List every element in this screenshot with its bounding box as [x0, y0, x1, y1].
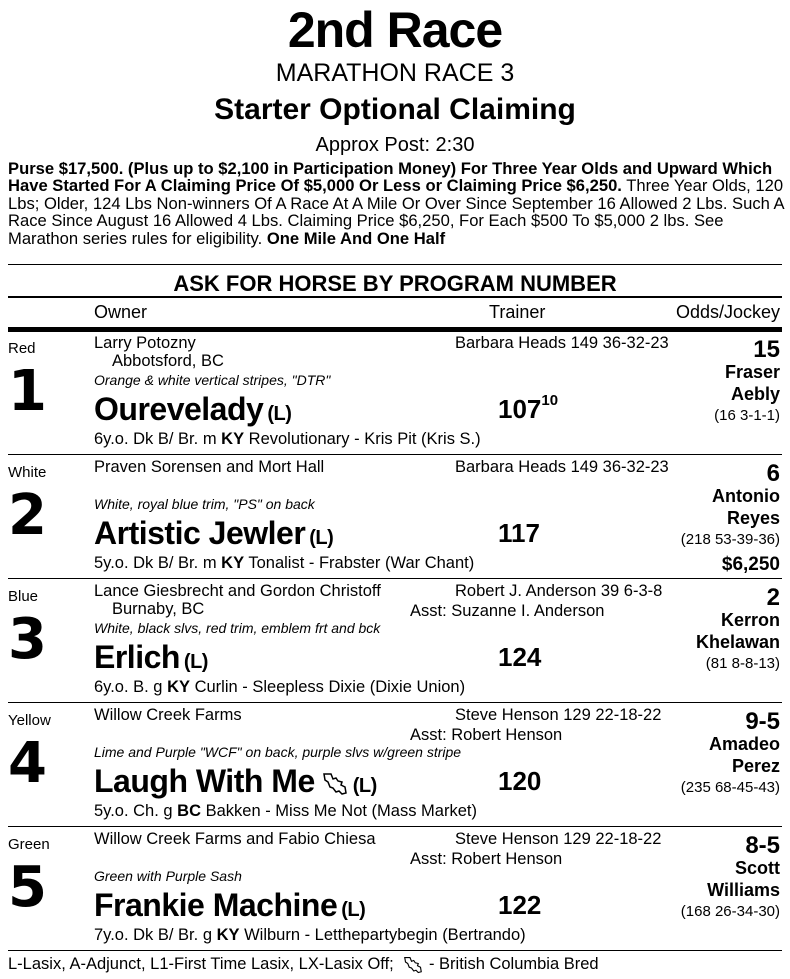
column-odds-jockey: Odds/Jockey [675, 302, 780, 322]
pedigree-age-sex: 7y.o. Dk B/ Br. g [94, 926, 217, 944]
jockey-last-name: Perez [731, 756, 780, 776]
post-time: Approx Post: 2:30 [315, 134, 475, 156]
pedigree-state: KY [221, 430, 245, 448]
jockey-last-name: Williams [707, 880, 780, 900]
jockey-stats: (81 8-8-13) [705, 655, 780, 672]
owner-name: Willow Creek Farms [94, 706, 242, 724]
morning-line-odds: 8-5 [745, 832, 780, 859]
horse-name: Laugh With Me [94, 763, 315, 799]
jockey-stats: (168 26-34-30) [680, 903, 780, 920]
divider [8, 264, 782, 265]
jockey-last-name: Khelawan [695, 632, 780, 652]
pedigree [94, 926, 526, 945]
pedigree-sire-dam: Wilburn - Letthepartybegin (Bertrando) [239, 926, 526, 944]
horse-name-line [94, 886, 365, 929]
race-conditions [8, 160, 786, 247]
entry-divider [8, 702, 782, 703]
trainer: Steve Henson 129 22-18-22 [455, 706, 662, 724]
jockey-first-name: Antonio [712, 486, 780, 506]
weight-value: 124 [498, 642, 542, 672]
jockey-stats: (16 3-1-1) [714, 407, 780, 424]
trainer: Barbara Heads 149 36-32-23 [455, 334, 669, 352]
entry-divider [8, 950, 782, 951]
entry-divider [8, 826, 782, 827]
owner-name: Larry Potozny [94, 334, 196, 352]
horse-name-line [94, 390, 291, 433]
owner-name: Lance Giesbrecht and Gordon Christoff [94, 582, 381, 600]
conditions-text: Three Year Olds, 120 Lbs; Older, 124 Lbs Non-winners Of A Race At A Mile Or Over Since September 16 Allowed 2 Lbs. Such A Race Since August 16 Allowed 4 Lbs. Claiming Price $6,250, For Each $500 To $5,000 2 lbs. See Marathon series rules for eligibility. [8, 176, 784, 248]
weight-value: 120 [498, 766, 542, 796]
jockey-first-name: Scott [735, 858, 780, 878]
owner-location: Burnaby, BC [112, 600, 205, 618]
program-number: 1 [8, 359, 47, 424]
pedigree [94, 554, 474, 573]
entry-color: Green [8, 836, 50, 853]
medication: (L) [352, 775, 377, 797]
trainer: Steve Henson 129 22-18-22 [455, 830, 662, 848]
weight [498, 642, 541, 673]
morning-line-odds: 9-5 [745, 708, 780, 735]
race-subtitle: MARATHON RACE 3 [275, 59, 515, 87]
trainer: Barbara Heads 149 36-32-23 [455, 458, 669, 476]
silks-description: White, black slvs, red trim, emblem frt and bck [94, 620, 381, 636]
pedigree-age-sex: 5y.o. Dk B/ Br. m [94, 554, 222, 572]
owner-location: Abbotsford, BC [112, 352, 224, 370]
silks-description: Lime and Purple "WCF" on back, purple slvs w/green stripe [94, 744, 462, 760]
race-type: Starter Optional Claiming [214, 93, 576, 126]
weight [498, 766, 541, 797]
weight-value: 107 [498, 394, 542, 424]
conditions-distance: One Mile And One Half [266, 228, 446, 248]
ask-banner: ASK FOR HORSE BY PROGRAM NUMBER [173, 271, 617, 296]
medication: (L) [183, 651, 208, 673]
program-number: 4 [8, 731, 47, 796]
assistant-trainer: Asst: Suzanne I. Anderson [410, 602, 605, 620]
claiming-price: $6,250 [721, 554, 780, 575]
column-trainer: Trainer [489, 302, 546, 322]
horse-name-line [94, 762, 377, 805]
footer-legend-text: L-Lasix, A-Adjunct, L1-First Time Lasix, LX-Lasix Off; [8, 955, 394, 973]
medication: (L) [309, 527, 334, 549]
horse-name: Ourevelady [94, 391, 264, 427]
trainer: Robert J. Anderson 39 6-3-8 [455, 582, 663, 600]
weight-value: 117 [498, 518, 540, 548]
silks-description: Orange & white vertical stripes, "DTR" [94, 372, 331, 388]
silks-description: White, royal blue trim, "PS" on back [94, 496, 315, 512]
medication: (L) [341, 899, 366, 921]
owner-name: Praven Sorensen and Mort Hall [94, 458, 325, 476]
weight [498, 394, 558, 425]
pedigree-state: BC [177, 802, 201, 820]
pedigree-age-sex: 6y.o. Dk B/ Br. m [94, 430, 222, 448]
entry-divider [8, 578, 782, 579]
race-title: 2nd Race [287, 2, 503, 58]
jockey-first-name: Amadeo [708, 734, 780, 754]
entry-color: White [8, 464, 47, 481]
horse-name: Artistic Jewler [94, 515, 306, 551]
entry-color: Blue [8, 588, 39, 605]
pedigree-age-sex: 6y.o. B. g [94, 678, 168, 696]
conditions-purse: Purse $17,500. (Plus up to $2,100 in Participation Money) For Three Year Olds and Upward Which Have Started For A Claiming Price Of $5,000 Or Less or Claiming Price $6,250. [8, 159, 773, 196]
assistant-trainer: Asst: Robert Henson [410, 850, 563, 868]
header-rule [8, 327, 782, 332]
pedigree-sire-dam: Tonalist - Frabster (War Chant) [244, 554, 475, 572]
pedigree [94, 678, 465, 697]
program-number: 3 [8, 607, 47, 672]
entry-divider [8, 454, 782, 455]
footer-legend [8, 955, 599, 974]
weight [498, 890, 541, 921]
weight-value: 122 [498, 890, 542, 920]
program-number: 5 [8, 855, 47, 920]
weight [498, 518, 540, 549]
morning-line-odds: 6 [766, 460, 780, 487]
pedigree-state: KY [221, 554, 245, 572]
entry-color: Red [8, 340, 36, 357]
jockey-stats: (218 53-39-36) [680, 531, 780, 548]
jockey-stats: (235 68-45-43) [680, 779, 780, 796]
footer-bc-label: - British Columbia Bred [424, 955, 599, 973]
pedigree-sire-dam: Curlin - Sleepless Dixie (Dixie Union) [190, 678, 466, 696]
pedigree-sire-dam: Revolutionary - Kris Pit (Kris S.) [244, 430, 481, 448]
column-owner: Owner [94, 302, 148, 322]
pedigree [94, 802, 477, 821]
jockey-last-name: Aebly [730, 384, 780, 404]
medication: (L) [267, 403, 292, 425]
weight-allowance: 10 [541, 392, 559, 409]
morning-line-odds: 15 [753, 336, 780, 363]
pedigree-age-sex: 5y.o. Ch. g [94, 802, 178, 820]
horse-name-line [94, 514, 333, 557]
pedigree-state: KY [167, 678, 190, 696]
divider [8, 296, 782, 298]
pedigree-sire-dam: Bakken - Miss Me Not (Mass Market) [201, 802, 477, 820]
program-number: 2 [8, 483, 47, 548]
assistant-trainer: Asst: Robert Henson [410, 726, 563, 744]
jockey-first-name: Kerron [720, 610, 780, 630]
pedigree [94, 430, 481, 449]
owner-name: Willow Creek Farms and Fabio Chiesa [94, 830, 376, 848]
silks-description: Green with Purple Sash [94, 868, 242, 884]
morning-line-odds: 2 [766, 584, 780, 611]
jockey-last-name: Reyes [726, 508, 780, 528]
entry-color: Yellow [8, 712, 51, 729]
bc-bred-icon [402, 956, 424, 974]
jockey-first-name: Fraser [724, 362, 780, 382]
horse-name: Erlich [94, 639, 180, 675]
horse-name-line [94, 638, 208, 681]
bc-bred-icon [321, 772, 349, 796]
pedigree-state: KY [216, 926, 240, 944]
horse-name: Frankie Machine [94, 887, 338, 923]
